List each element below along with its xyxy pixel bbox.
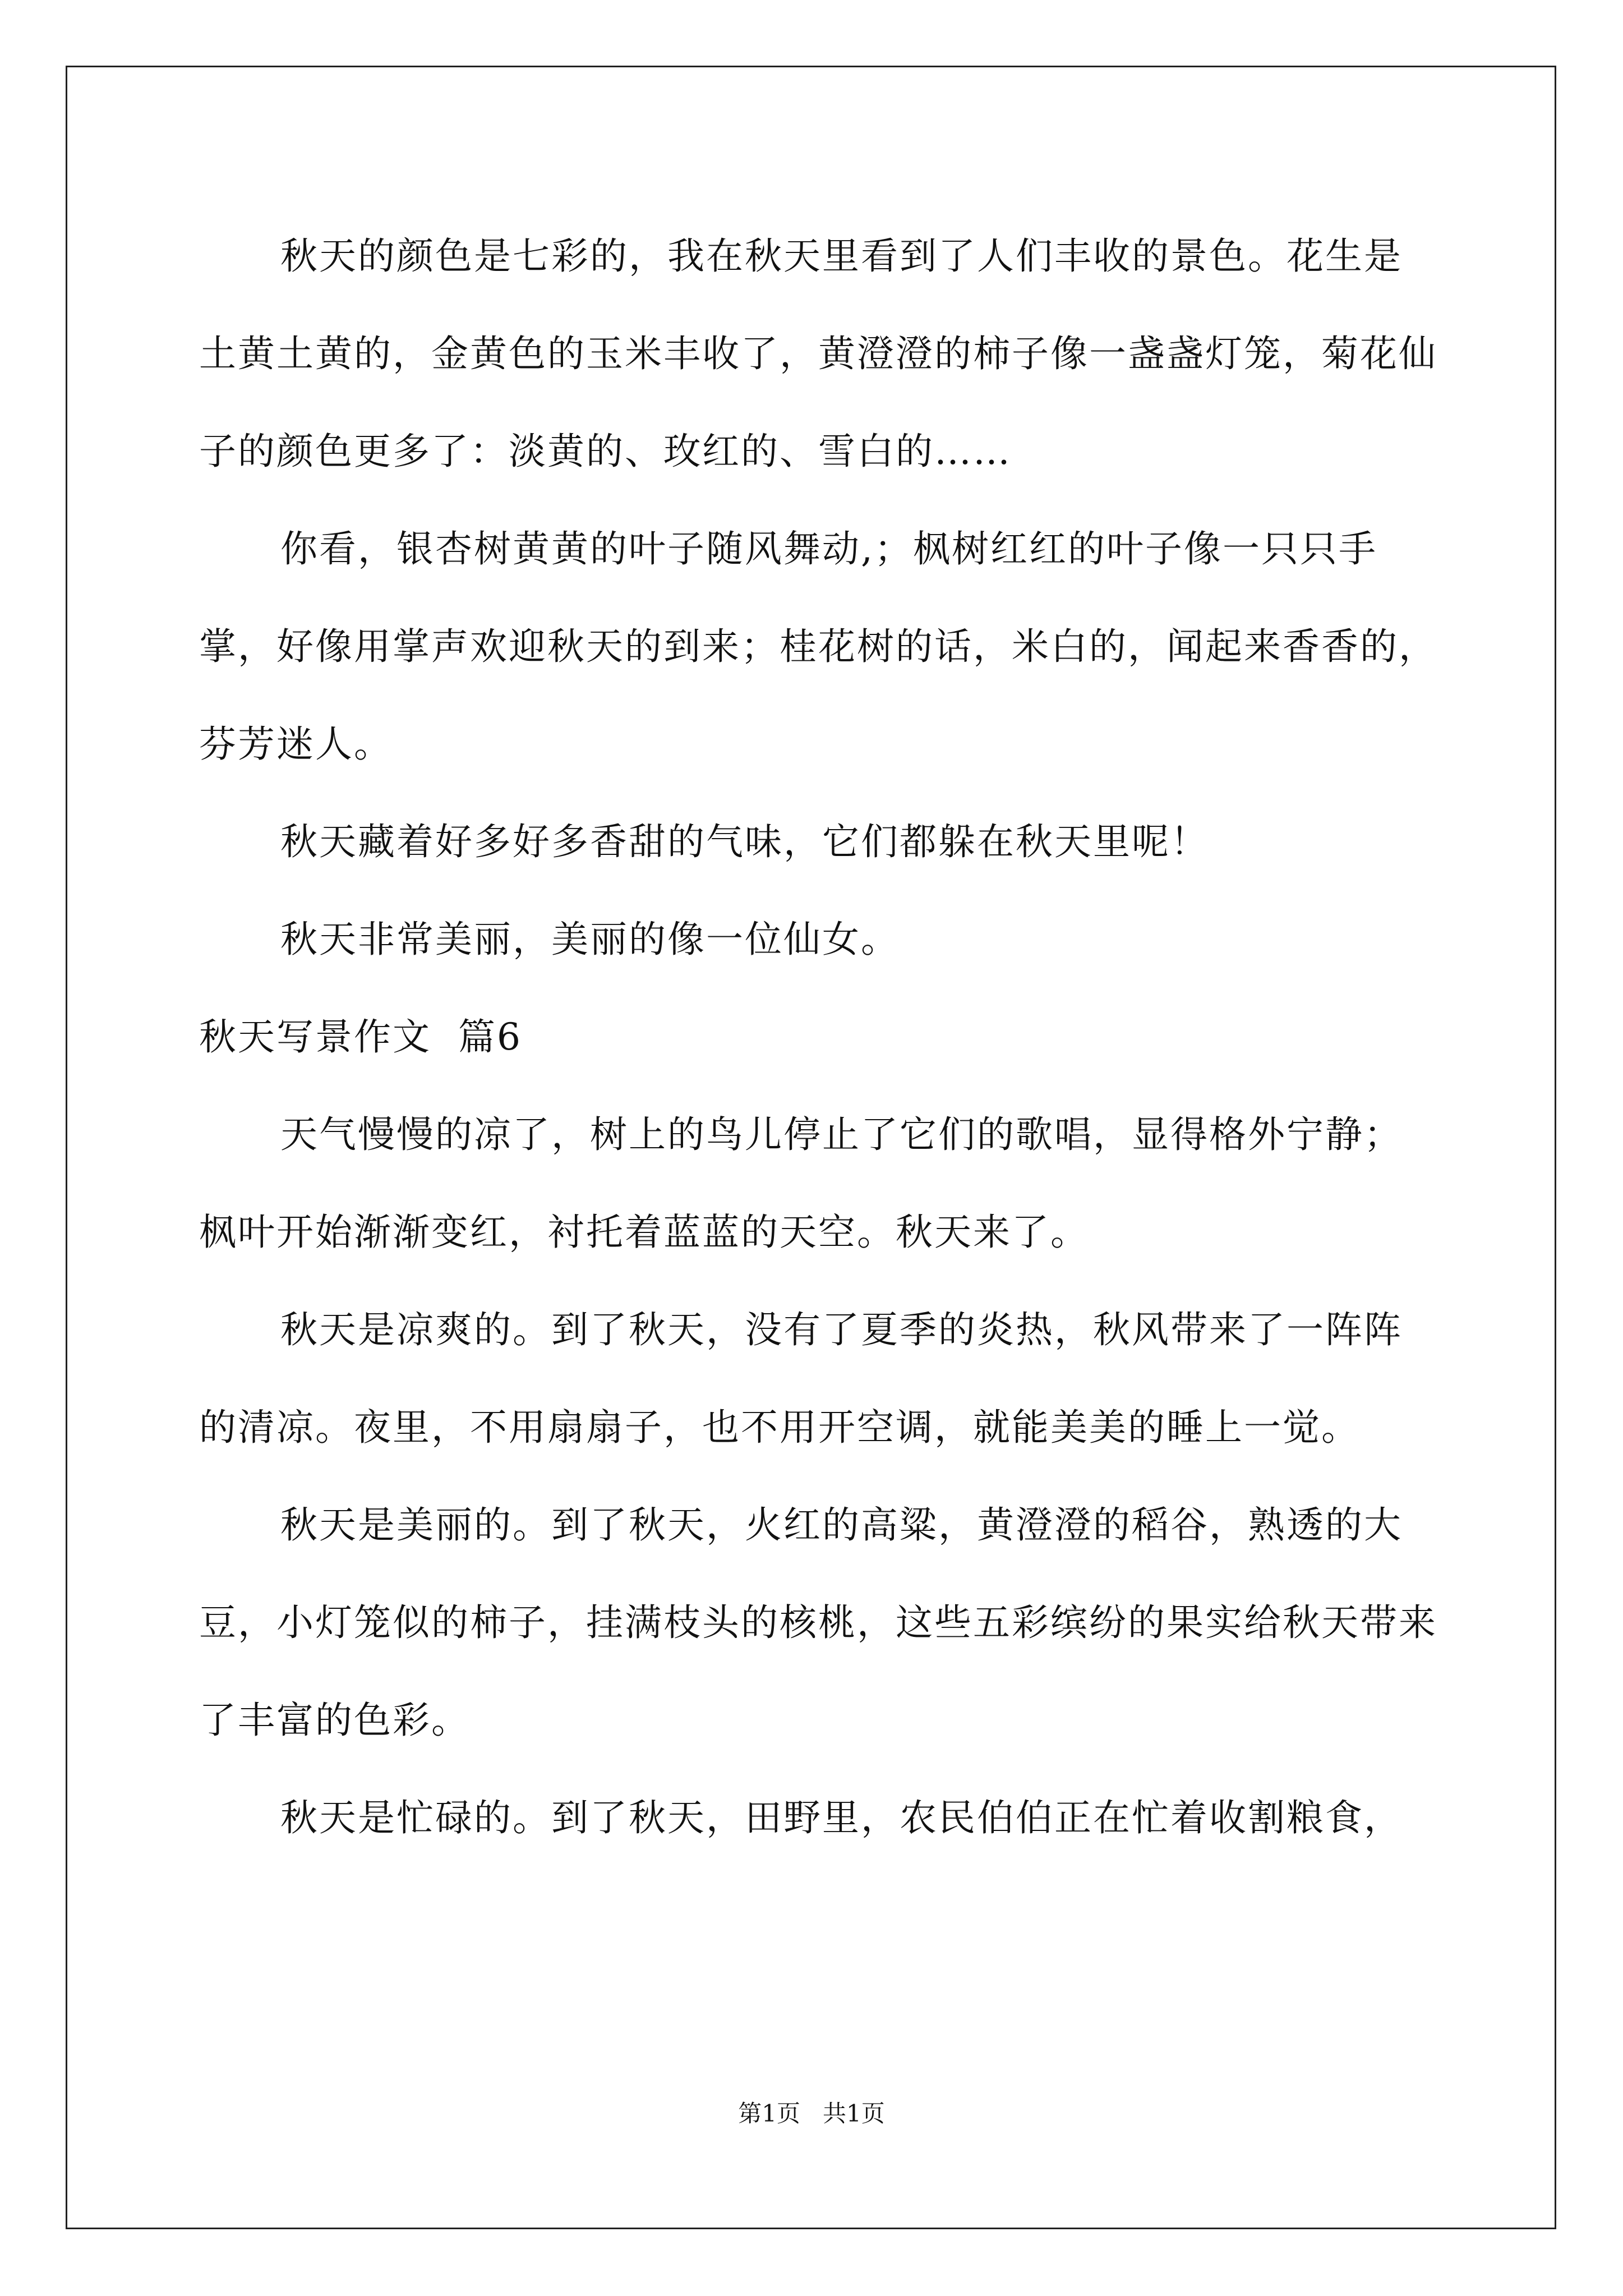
page-footer: 第1页 共1页 bbox=[738, 2100, 885, 2127]
section-heading: 秋天写景作文 篇6 bbox=[199, 1015, 522, 1059]
paragraph: 秋天的颜色是七彩的，我在秋天里看到了人们丰收的景色。花生是土黄土黄的，金黄色的玉米丰收了，黄澄澄的柿子像一盏盏灯笼，菊花仙子的颜色更多了：淡黄的、玫红的、雪白的…… bbox=[199, 234, 1437, 473]
document-body bbox=[199, 208, 1438, 1867]
paragraph: 秋天藏着好多好多香甜的气味，它们都躲在秋天里呢！ bbox=[280, 820, 1209, 863]
paragraph: 秋天非常美丽，美丽的像一位仙女。 bbox=[280, 918, 900, 961]
paragraph: 天气慢慢的凉了，树上的鸟儿停止了它们的歌唱，显得格外宁静；枫叶开始渐渐变红，衬托着蓝蓝的天空。秋天来了。 bbox=[199, 1113, 1403, 1254]
paragraph: 秋天是忙碌的。到了秋天，田野里，农民伯伯正在忙着收割粮食， bbox=[280, 1796, 1403, 1839]
paragraph: 你看，银杏树黄黄的叶子随风舞动,；枫树红红的叶子像一只只手掌，好像用掌声欢迎秋天的到来；桂花树的话，米白的，闻起来香香的，芬芳迷人。 bbox=[199, 527, 1437, 766]
paragraph: 秋天是凉爽的。到了秋天，没有了夏季的炎热，秋风带来了一阵阵的清凉。夜里，不用扇扇子，也不用开空调，就能美美的睡上一觉。 bbox=[199, 1308, 1403, 1449]
paragraph: 秋天是美丽的。到了秋天，火红的高粱，黄澄澄的稻谷，熟透的大豆，小灯笼似的柿子，挂满枝头的核桃，这些五彩缤纷的果实给秋天带来了丰富的色彩。 bbox=[199, 1503, 1437, 1742]
